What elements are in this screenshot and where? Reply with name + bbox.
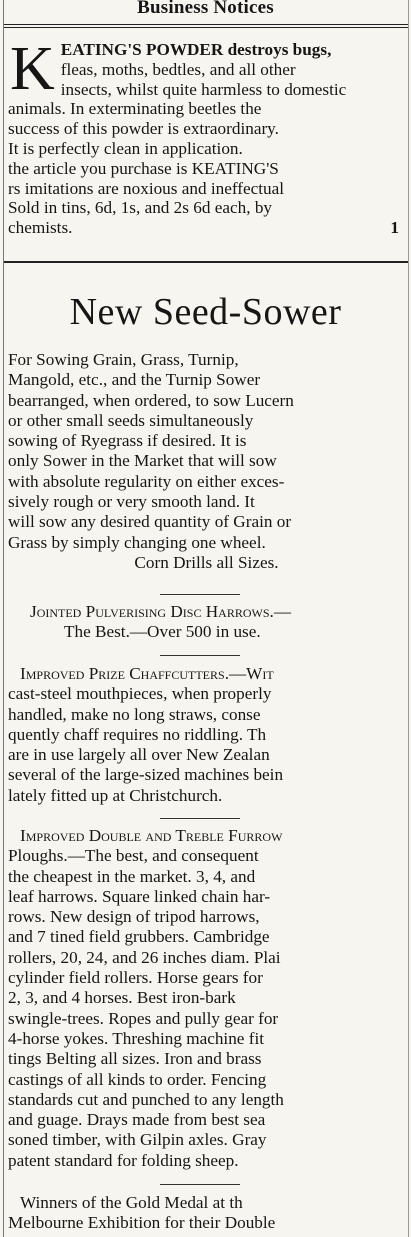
column-rule-right (408, 0, 409, 1237)
chaffcutters-line: Improved Prize Chaffcutters.—Wit (20, 664, 274, 683)
notice-line: fleas, moths, bedtles, and all other (60, 59, 296, 79)
notice-line (8, 218, 403, 238)
heading-rule-top (4, 24, 408, 25)
sower-line: or other small seeds simultaneously (8, 410, 254, 430)
chaffcutters-line: are in use largely all over New Zealan (8, 745, 270, 765)
chaffcutters-line: lately fitted up at Christchurch. (8, 785, 223, 805)
winners-line: Melbourne Exhibition for their Double (8, 1213, 276, 1233)
harrows-paragraph (8, 602, 405, 643)
ploughs-line: 2, 3, and 4 horses. Best iron-bark (8, 988, 236, 1008)
ploughs-line: rows. New design of tripod harrows, (8, 907, 260, 927)
sower-line: sively rough or very smooth land. It (8, 492, 255, 512)
ploughs-line: Improved Double and Treble Furrow (20, 826, 283, 845)
ploughs-line: rollers, 20, 24, and 26 inches diam. Plai (8, 947, 281, 967)
ploughs-line: patent standard for folding sheep. (8, 1150, 239, 1170)
chaffcutters-paragraph (8, 664, 405, 806)
sower-line: with absolute regularity on either exces- (8, 471, 285, 491)
notice-line: It is perfectly clean in application. (8, 138, 243, 158)
sower-paragraph (8, 350, 405, 573)
notice-line: rs imitations are noxious and ineffectual (8, 178, 285, 198)
sower-line: For Sowing Grain, Grass, Turnip, (8, 350, 239, 369)
heading-rule-bottom (4, 27, 408, 28)
corn-drills-line: Corn Drills all Sizes. (134, 552, 279, 572)
harrows-line: The Best.—Over 500 in use. (64, 622, 261, 642)
chaffcutters-line: several of the large-sized machines bein (8, 765, 284, 785)
notice-number: 1 (390, 218, 399, 238)
section-separator (160, 655, 240, 656)
chaffcutters-line: handled, make no long straws, conse (8, 704, 261, 724)
ploughs-line: standards cut and punched to any length (8, 1089, 284, 1109)
ploughs-line: and guage. Drays made from best sea (8, 1110, 266, 1130)
harrows-line: Jointed Pulverising Disc Harrows.— (30, 602, 292, 621)
sower-line: Grass by simply changing one wheel. (8, 532, 266, 552)
ploughs-paragraph (8, 826, 405, 1171)
ploughs-line: and 7 tined field grubbers. Cambridge (8, 927, 270, 947)
ploughs-line: cylinder field rollers. Horse gears for (8, 968, 263, 988)
section-separator (160, 1184, 240, 1185)
ploughs-line: 4-horse yokes. Threshing machine fit (8, 1028, 264, 1048)
sower-line: sowing of Ryegrass if desired. It is (8, 431, 247, 451)
ploughs-line: soned timber, with Gilpin axles. Gray (8, 1130, 267, 1150)
ploughs-line: tings Belting all sizes. Iron and brass (8, 1049, 262, 1069)
winners-paragraph (8, 1193, 405, 1234)
notice-line: animals. In exterminating beetles the (8, 99, 262, 119)
notice-rule (4, 261, 408, 263)
ploughs-line: leaf harrows. Square linked chain har- (8, 886, 271, 906)
winners-line: Winners of the Gold Medal at th (20, 1193, 243, 1212)
chaffcutters-line: cast-steel mouthpieces, when properly (8, 684, 272, 704)
sower-line: bearranged, when ordered, to sow Lucern (8, 390, 294, 410)
ploughs-line: Ploughs.—The best, and consequent (8, 846, 259, 866)
notice-last-line: chemists. (8, 218, 73, 238)
ploughs-line: swingle-trees. Ropes and pully gear for (8, 1008, 279, 1028)
sower-line: Mangold, etc., and the Turnip Sower (8, 370, 261, 390)
section-separator (160, 818, 240, 819)
notice-line: insects, whilst quite harmless to domestic (60, 79, 347, 99)
ad-title: New Seed-Sower (69, 291, 342, 333)
section-heading: Business Notices (137, 0, 274, 18)
sower-line: only Sower in the Market that will sow (8, 451, 277, 471)
notice-line: Sold in tins, 6d, 1s, and 2s 6d each, by (8, 198, 273, 218)
chaffcutters-line: quently chaff requires no riddling. Th (8, 724, 267, 744)
drop-cap: K (10, 35, 55, 103)
notice-line: the article you purchase is KEATING'S (8, 158, 279, 178)
notice-line: success of this powder is extraordinary. (8, 119, 279, 139)
ploughs-line: the cheapest in the market. 3, 4, and (8, 866, 256, 886)
keating-notice (8, 35, 403, 238)
column-rule-left (3, 0, 4, 1237)
ploughs-line: castings of all kinds to order. Fencing (8, 1069, 267, 1089)
sower-line: will sow any desired quantity of Grain or (8, 512, 292, 532)
notice-line: EATING'S POWDER destroys bugs, (60, 40, 332, 59)
section-separator (160, 594, 240, 595)
